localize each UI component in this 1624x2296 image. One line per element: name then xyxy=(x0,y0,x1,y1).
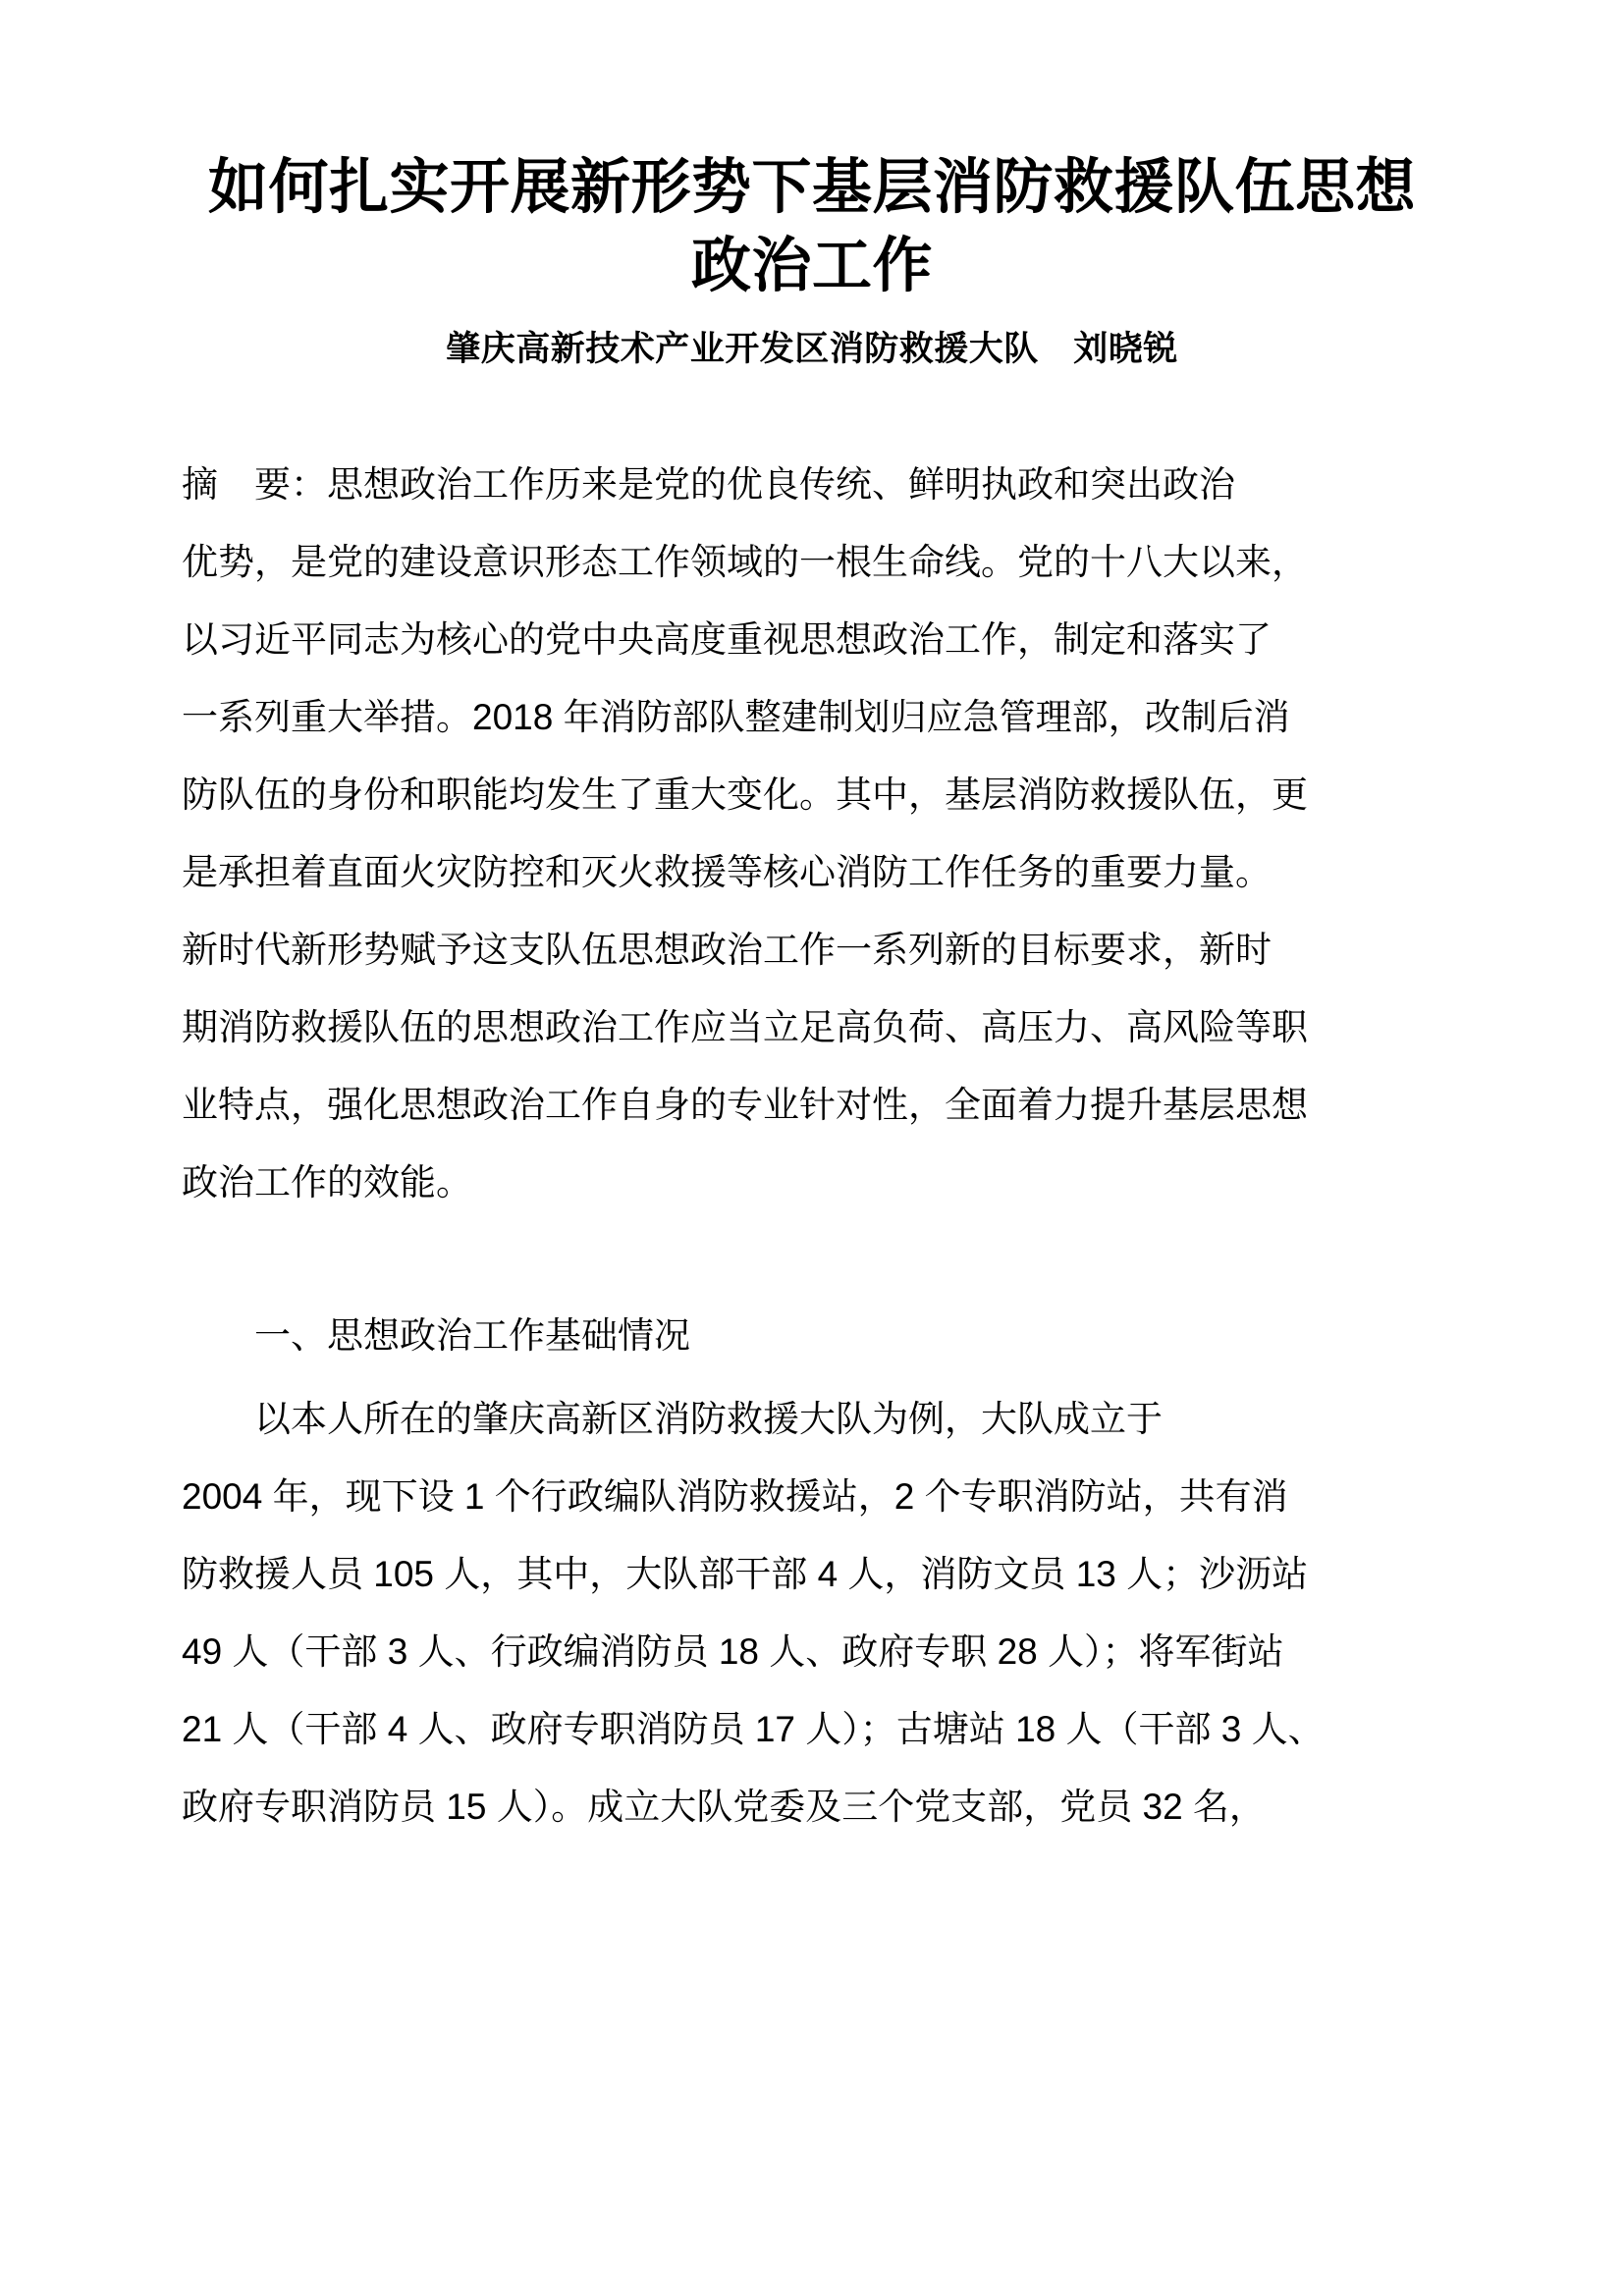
title-block xyxy=(182,0,1442,373)
body-line: 防救援人员 105 人，其中，大队部干部 4 人，消防文员 13 人；沙沥站 xyxy=(182,1554,1309,1594)
abstract-line: 以习近平同志为核心的党中央高度重视思想政治工作，制定和落实了 xyxy=(182,619,1272,660)
body-line: 49 人（干部 3 人、行政编消防员 18 人、政府专职 28 人）；将军街站 xyxy=(182,1631,1284,1672)
abstract-line: 期消防救援队伍的思想政治工作应当立足高负荷、高压力、高风险等职 xyxy=(182,1007,1308,1047)
page-content xyxy=(182,0,1442,1845)
abstract-line: 业特点，强化思想政治工作自身的专业针对性，全面着力提升基层思想 xyxy=(182,1085,1308,1125)
abstract-line: 是承担着直面火灾防控和灭火救援等核心消防工作任务的重要力量。 xyxy=(182,852,1272,892)
abstract-line: 防队伍的身份和职能均发生了重大变化。其中，基层消防救援队伍，更 xyxy=(182,774,1308,815)
title-line-2: 政治工作 xyxy=(690,232,933,298)
title-line-1: 如何扎实开展新形势下基层消防救援队伍思想 xyxy=(207,153,1416,220)
abstract-line: 优势，是党的建设意识形态工作领域的一根生命线。党的十八大以来， xyxy=(182,542,1308,582)
author-byline: 肇庆高新技术产业开发区消防救援大队 刘晓锐 xyxy=(446,330,1178,368)
body-line: 以本人所在的肇庆高新区消防救援大队为例，大队成立于 xyxy=(182,1399,1163,1439)
abstract-line: 一系列重大举措。2018 年消防部队整建制划归应急管理部，改制后消 xyxy=(182,697,1290,737)
abstract-paragraph xyxy=(182,446,1442,1221)
body-line: 政府专职消防员 15 人）。成立大队党委及三个党支部，党员 32 名， xyxy=(182,1787,1266,1827)
abstract-line: 新时代新形势赋予这支队伍思想政治工作一系列新的目标要求，新时 xyxy=(182,930,1272,970)
body-line: 21 人（干部 4 人、政府专职消防员 17 人）；古塘站 18 人（干部 3 人、 xyxy=(182,1709,1325,1749)
body-line: 2004 年，现下设 1 个行政编队消防救援站，2 个专职消防站，共有消 xyxy=(182,1476,1288,1517)
abstract-line: 摘 要：思想政治工作历来是党的优良传统、鲜明执政和突出政治 xyxy=(182,464,1235,505)
page-title xyxy=(182,147,1442,304)
section-heading-1: 一、思想政治工作基础情况 xyxy=(254,1315,690,1356)
section-1-paragraph xyxy=(182,1380,1442,1845)
abstract-line: 政治工作的效能。 xyxy=(182,1162,472,1202)
